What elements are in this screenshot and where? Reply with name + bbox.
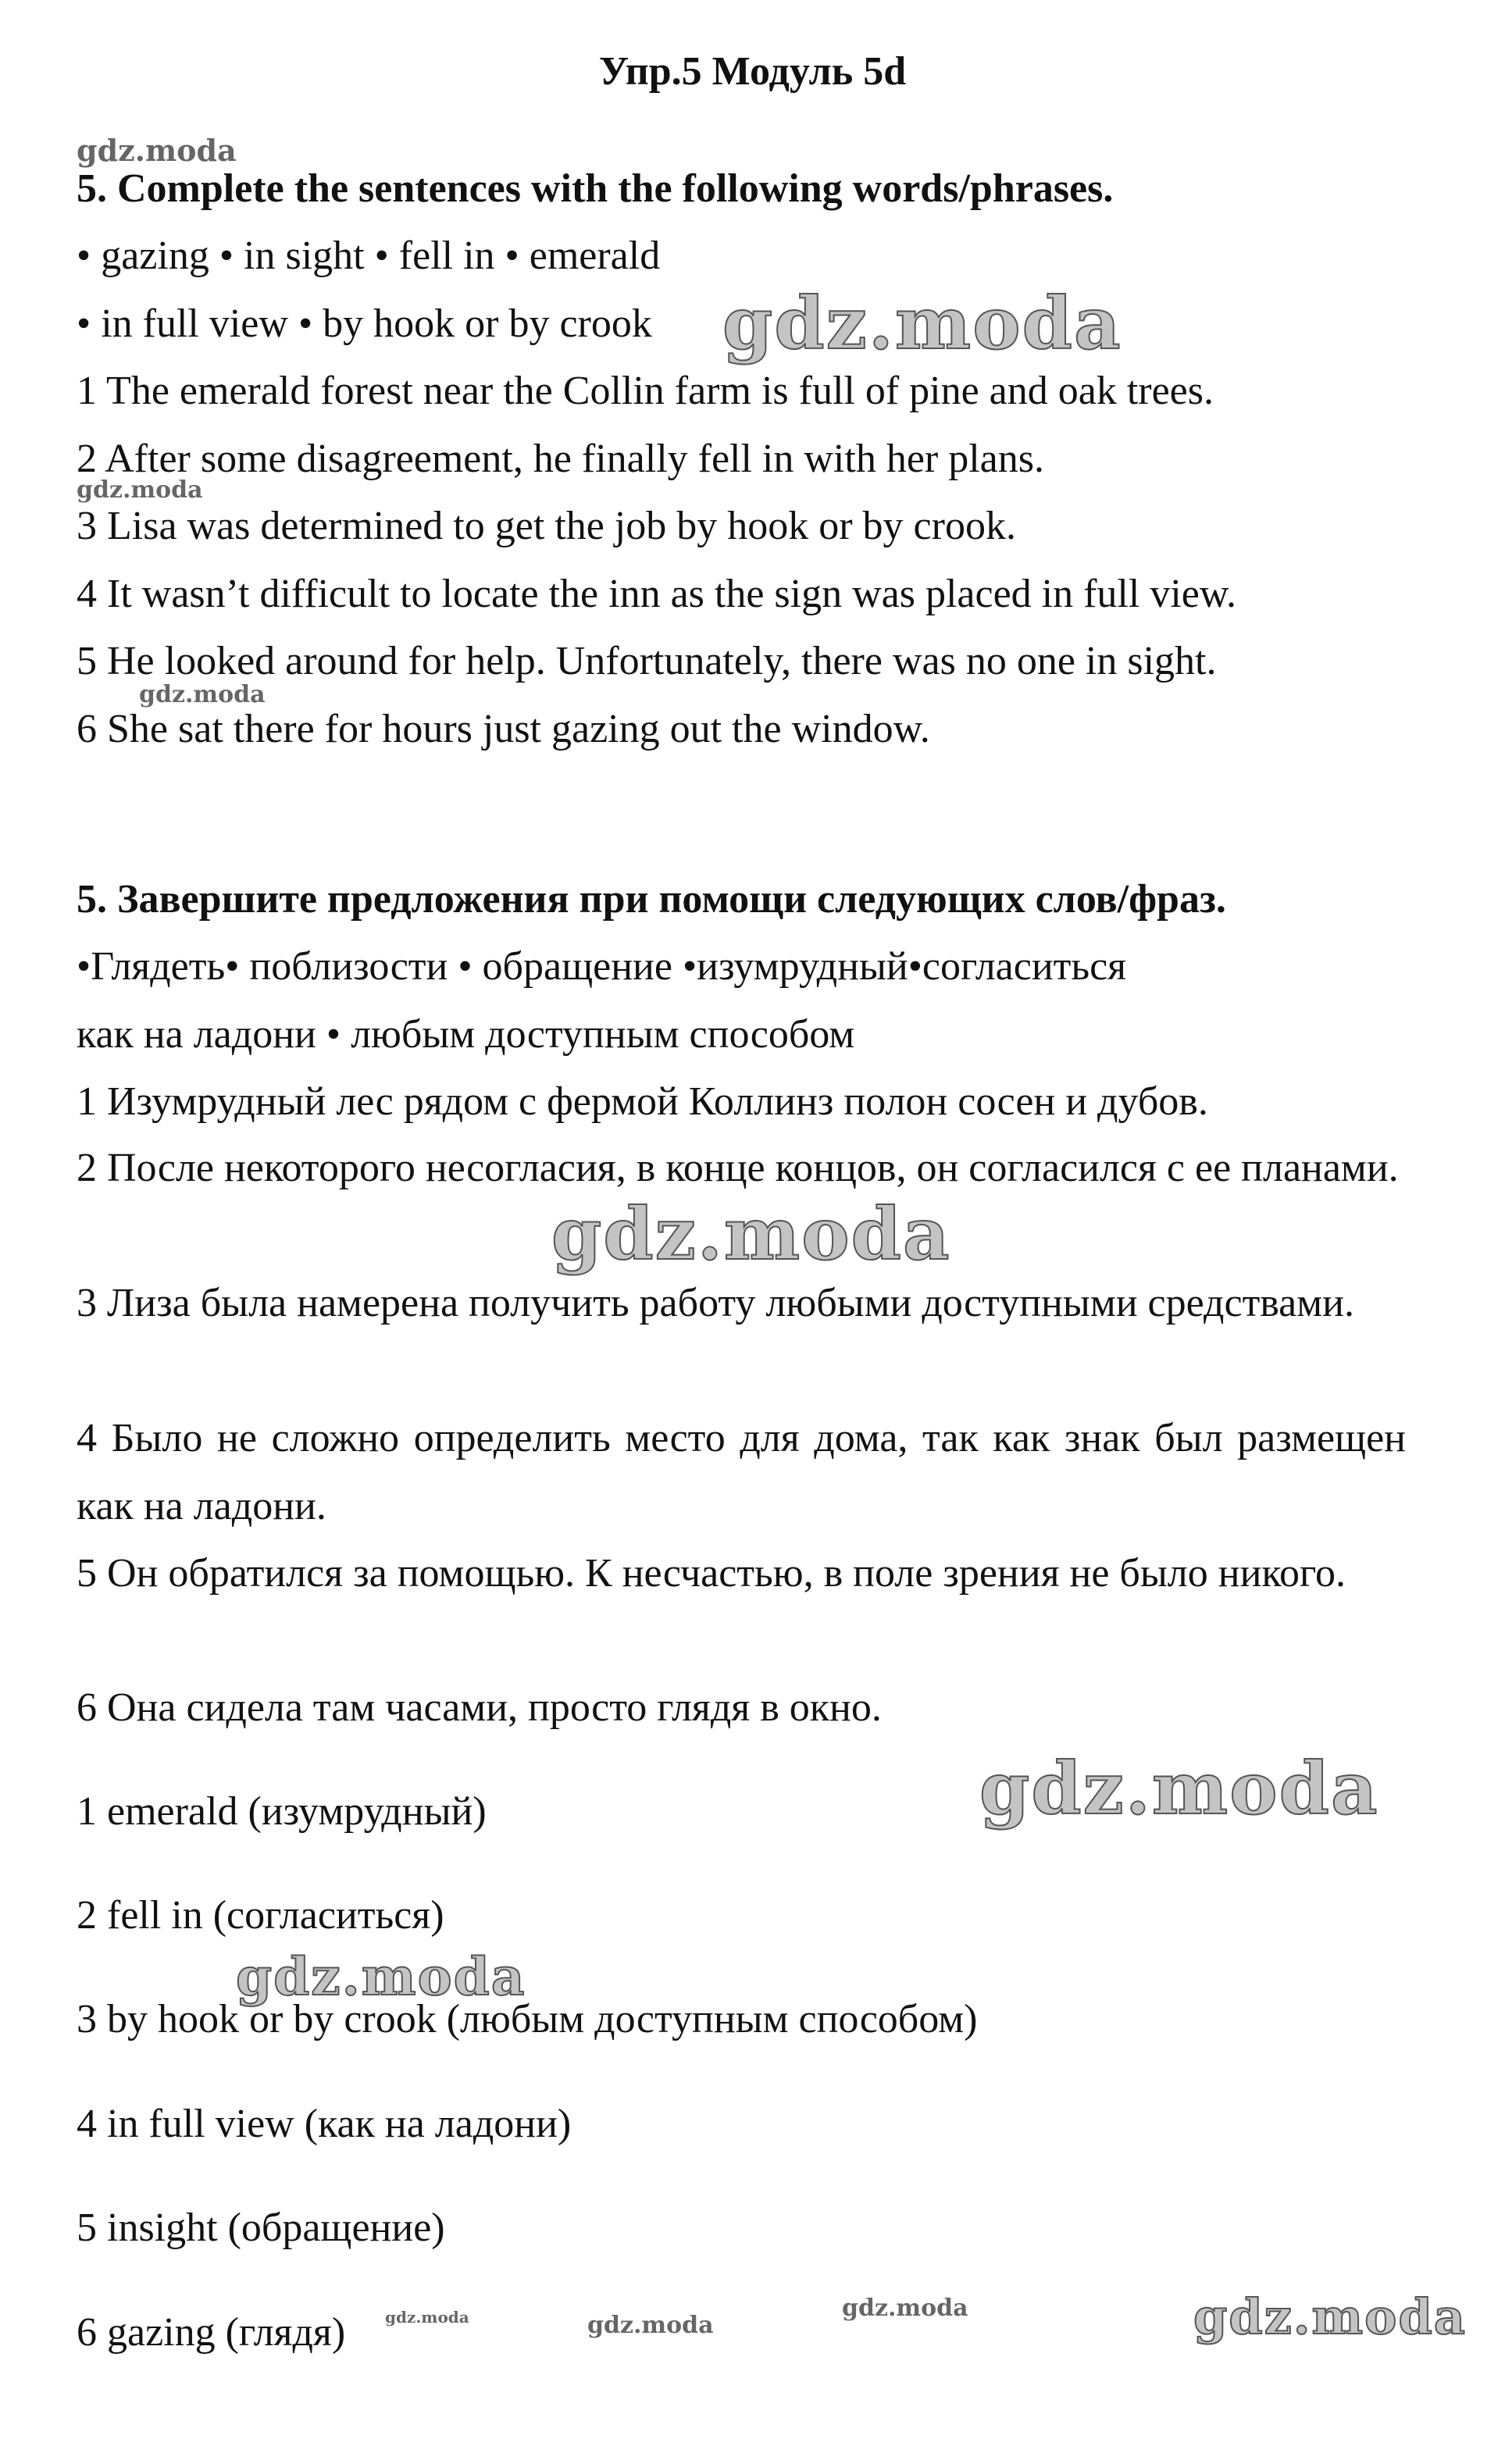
russian-sentence-3: 3 Лиза была намерена получить работу любыми доступными средствами. [77, 1281, 1354, 1325]
english-sentence-3: 3 Lisa was determined to get the job by hook or by crook. [77, 504, 1016, 548]
answer-5: 5 insight (обращение) [77, 2205, 445, 2250]
answer-1: 1 emerald (изумрудный) [77, 1789, 487, 1834]
english-word-list-2: • in full view • by hook or by crook [77, 301, 652, 346]
watermark: gdz.moda [551, 1192, 951, 1276]
english-sentence-2: 2 After some disagreement, he finally fell in with her plans. [77, 437, 1044, 481]
russian-word-list-1: •Глядеть• поблизости • обращение •изумрудный•согласиться [77, 944, 1127, 989]
watermark: gdz.moda [722, 281, 1122, 365]
russian-sentence-1: 1 Изумрудный лес рядом с фермой Коллинз полон сосен и дубов. [77, 1079, 1208, 1124]
watermark: gdz.moda [587, 2312, 714, 2339]
english-sentence-1: 1 The emerald forest near the Collin farm is full of pine and oak trees. [77, 369, 1214, 413]
watermark: gdz.moda [979, 1746, 1379, 1831]
english-sentence-6: 6 She sat there for hours just gazing out the window. [77, 707, 930, 751]
answer-6: 6 gazing (глядя) [77, 2310, 346, 2355]
russian-heading: 5. Завершите предложения при помощи следующих слов/фраз. [77, 877, 1226, 922]
english-word-list-1: • gazing • in sight • fell in • emerald [77, 234, 661, 278]
english-heading: 5. Complete the sentences with the following words/phrases. [77, 166, 1114, 211]
watermark: gdz.moda [1193, 2288, 1467, 2345]
page-title: Упр.5 Модуль 5d [598, 49, 907, 94]
russian-word-list-2: как на ладони • любым доступным способом [77, 1012, 855, 1057]
russian-sentence-5: 5 Он обратился за помощью. К несчастью, в поле зрения не было никого. [77, 1551, 1346, 1596]
english-sentence-4: 4 It wasn’t difficult to locate the inn as the sign was placed in full view. [77, 572, 1237, 616]
watermark: gdz.moda [385, 2308, 469, 2327]
watermark: gdz.moda [842, 2295, 968, 2322]
russian-sentence-6: 6 Она сидела там часами, просто глядя в окно. [77, 1685, 882, 1730]
russian-sentence-2: 2 После некоторого несогласия, в конце концов, он согласился с ее планами. [77, 1146, 1399, 1190]
russian-sentence-4: 4 Было не сложно определить место для дома, так как знак был размещен как на ладони. [77, 1416, 1406, 1528]
watermark: gdz.moda [77, 476, 203, 504]
watermark: gdz.moda [139, 681, 266, 708]
watermark: gdz.moda [77, 133, 237, 168]
answer-4: 4 in full view (как на ладони) [77, 2102, 572, 2146]
english-sentence-5: 5 He looked around for help. Unfortunately, there was no one in sight. [77, 639, 1217, 683]
answer-3: 3 by hook or by crook (любым доступным способом) [77, 1997, 978, 2041]
watermark: gdz.moda [236, 1946, 526, 2007]
answer-2: 2 fell in (согласиться) [77, 1893, 444, 1938]
